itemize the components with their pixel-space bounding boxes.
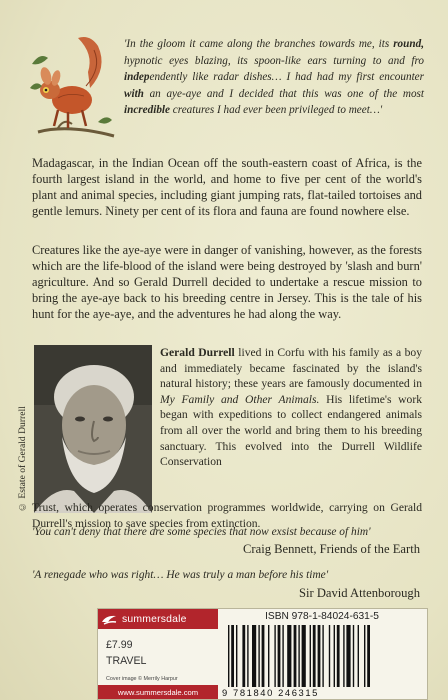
barcode-bar	[258, 625, 259, 687]
barcode-bar	[274, 625, 275, 687]
url-bar	[98, 685, 218, 699]
quote-text: endently like radar dishes… I had had my first encounter	[149, 71, 424, 84]
quote-text: 'In the gloom it came along the branches towards me, its	[124, 38, 394, 50]
publisher-box	[97, 608, 428, 700]
paragraph-madagascar: Madagascar, in the Indian Ocean off the south-eastern coast of Africa, is the fourth largest island in the world, and home to five per cent of the world's plant and animal species, including giant jumping rats, flat-tailed tortoises and gentle lemurs. Ninety per cent of its flora and fauna are found nowhere else.	[32, 156, 422, 218]
price: £7.99	[106, 639, 133, 651]
publisher-logo	[98, 609, 218, 629]
barcode-bar	[353, 625, 354, 687]
quote-bold: incredible	[124, 104, 170, 117]
testimonial-quote: 'A renegade who was right… He was truly a man before his time'	[32, 569, 329, 581]
testimonial-author: Craig Bennett, Friends of the Earth	[243, 542, 420, 556]
barcode-bar	[310, 625, 311, 687]
publisher-url: www.summersdale.com	[117, 687, 199, 697]
quote-bold: with	[124, 87, 144, 100]
author-photo	[34, 345, 152, 513]
photo-credit: © Estate of Gerald Durrell	[17, 406, 28, 512]
barcode-bar	[334, 625, 335, 687]
barcode-bar	[252, 625, 256, 687]
barcode	[226, 625, 422, 687]
barcode-digits: 9 781840 246315	[222, 687, 319, 698]
barcode-bar	[278, 625, 281, 687]
barcode-bar	[268, 625, 269, 687]
barcode-bar	[247, 625, 248, 687]
barcode-bar	[287, 625, 291, 687]
author-name: Gerald Durrell	[160, 346, 235, 359]
barcode-bar	[231, 625, 234, 687]
book-title: My Family and Other Animals.	[160, 392, 320, 406]
barcode-bar	[236, 625, 237, 687]
barcode-bar	[346, 625, 350, 687]
barcode-bar	[329, 625, 330, 687]
quote-text: an aye-aye and I decided that this was one of the most	[143, 87, 424, 100]
author-bio	[160, 345, 422, 470]
testimonial-quote: 'You can't deny that there are some species that now exsist because of him'	[32, 526, 371, 538]
barcode-bar	[242, 625, 245, 687]
quote-bold: round,	[393, 38, 424, 50]
barcode-bar	[318, 625, 321, 687]
paragraph-aye-aye: Creatures like the aye-aye were in danger of vanishing, however, as the forests which are the life-blood of the island were being destroyed by 'slash and burn' agriculture. And so Gerald Durrell decided to undertake a rescue mission to bring the aye-aye back to his breeding centre in Jersey. This is the tale of his hunt for the aye-aye, and the adventures he had along the way.	[32, 243, 422, 321]
opening-quote	[124, 36, 424, 119]
barcode-bar	[298, 625, 299, 687]
barcode-bar	[313, 625, 316, 687]
barcode-bar	[364, 625, 365, 687]
logo-text: summersdale	[122, 613, 187, 625]
author-bio-continued: Trust, which operates conservation programmes worldwide, carrying on Gerald Durrell's mission to save species from extinction.	[32, 501, 422, 530]
cover-credit: Cover image © Merrily Harpur	[106, 676, 178, 682]
barcode-bar	[294, 625, 297, 687]
testimonial-author: Sir David Attenborough	[298, 586, 420, 600]
barcode-bar	[343, 625, 344, 687]
summersdale-logo-icon	[98, 609, 120, 629]
aye-aye-illustration	[28, 28, 120, 144]
barcode-bar	[358, 625, 359, 687]
barcode-bar	[337, 625, 340, 687]
barcode-bar	[282, 625, 283, 687]
quote-bold: indep	[124, 71, 150, 84]
category: TRAVEL	[106, 655, 147, 667]
barcode-bar	[262, 625, 265, 687]
barcode-bar	[367, 625, 370, 687]
isbn: ISBN 978-1-84024-631-5	[265, 611, 379, 622]
barcode-bar	[228, 625, 229, 687]
bio-text: His lifetime's work began with expeditions to collect endangered animals from all over the world and bring them to his breeding sanctuary. This evolved into the Durrell Wildlife Conservation	[160, 392, 422, 469]
bio-text: lived in Corfu with his family as a boy and immediately became fascinated by the island's natural history; these years are famously documented in	[160, 346, 423, 391]
barcode-bar	[322, 625, 323, 687]
quote-text: hypnotic eyes blazing, its spoon-like ears turning to and fro	[124, 54, 424, 67]
barcode-bar	[302, 625, 306, 687]
quote-text: creatures I had ever been privileged to meet…'	[170, 104, 383, 117]
